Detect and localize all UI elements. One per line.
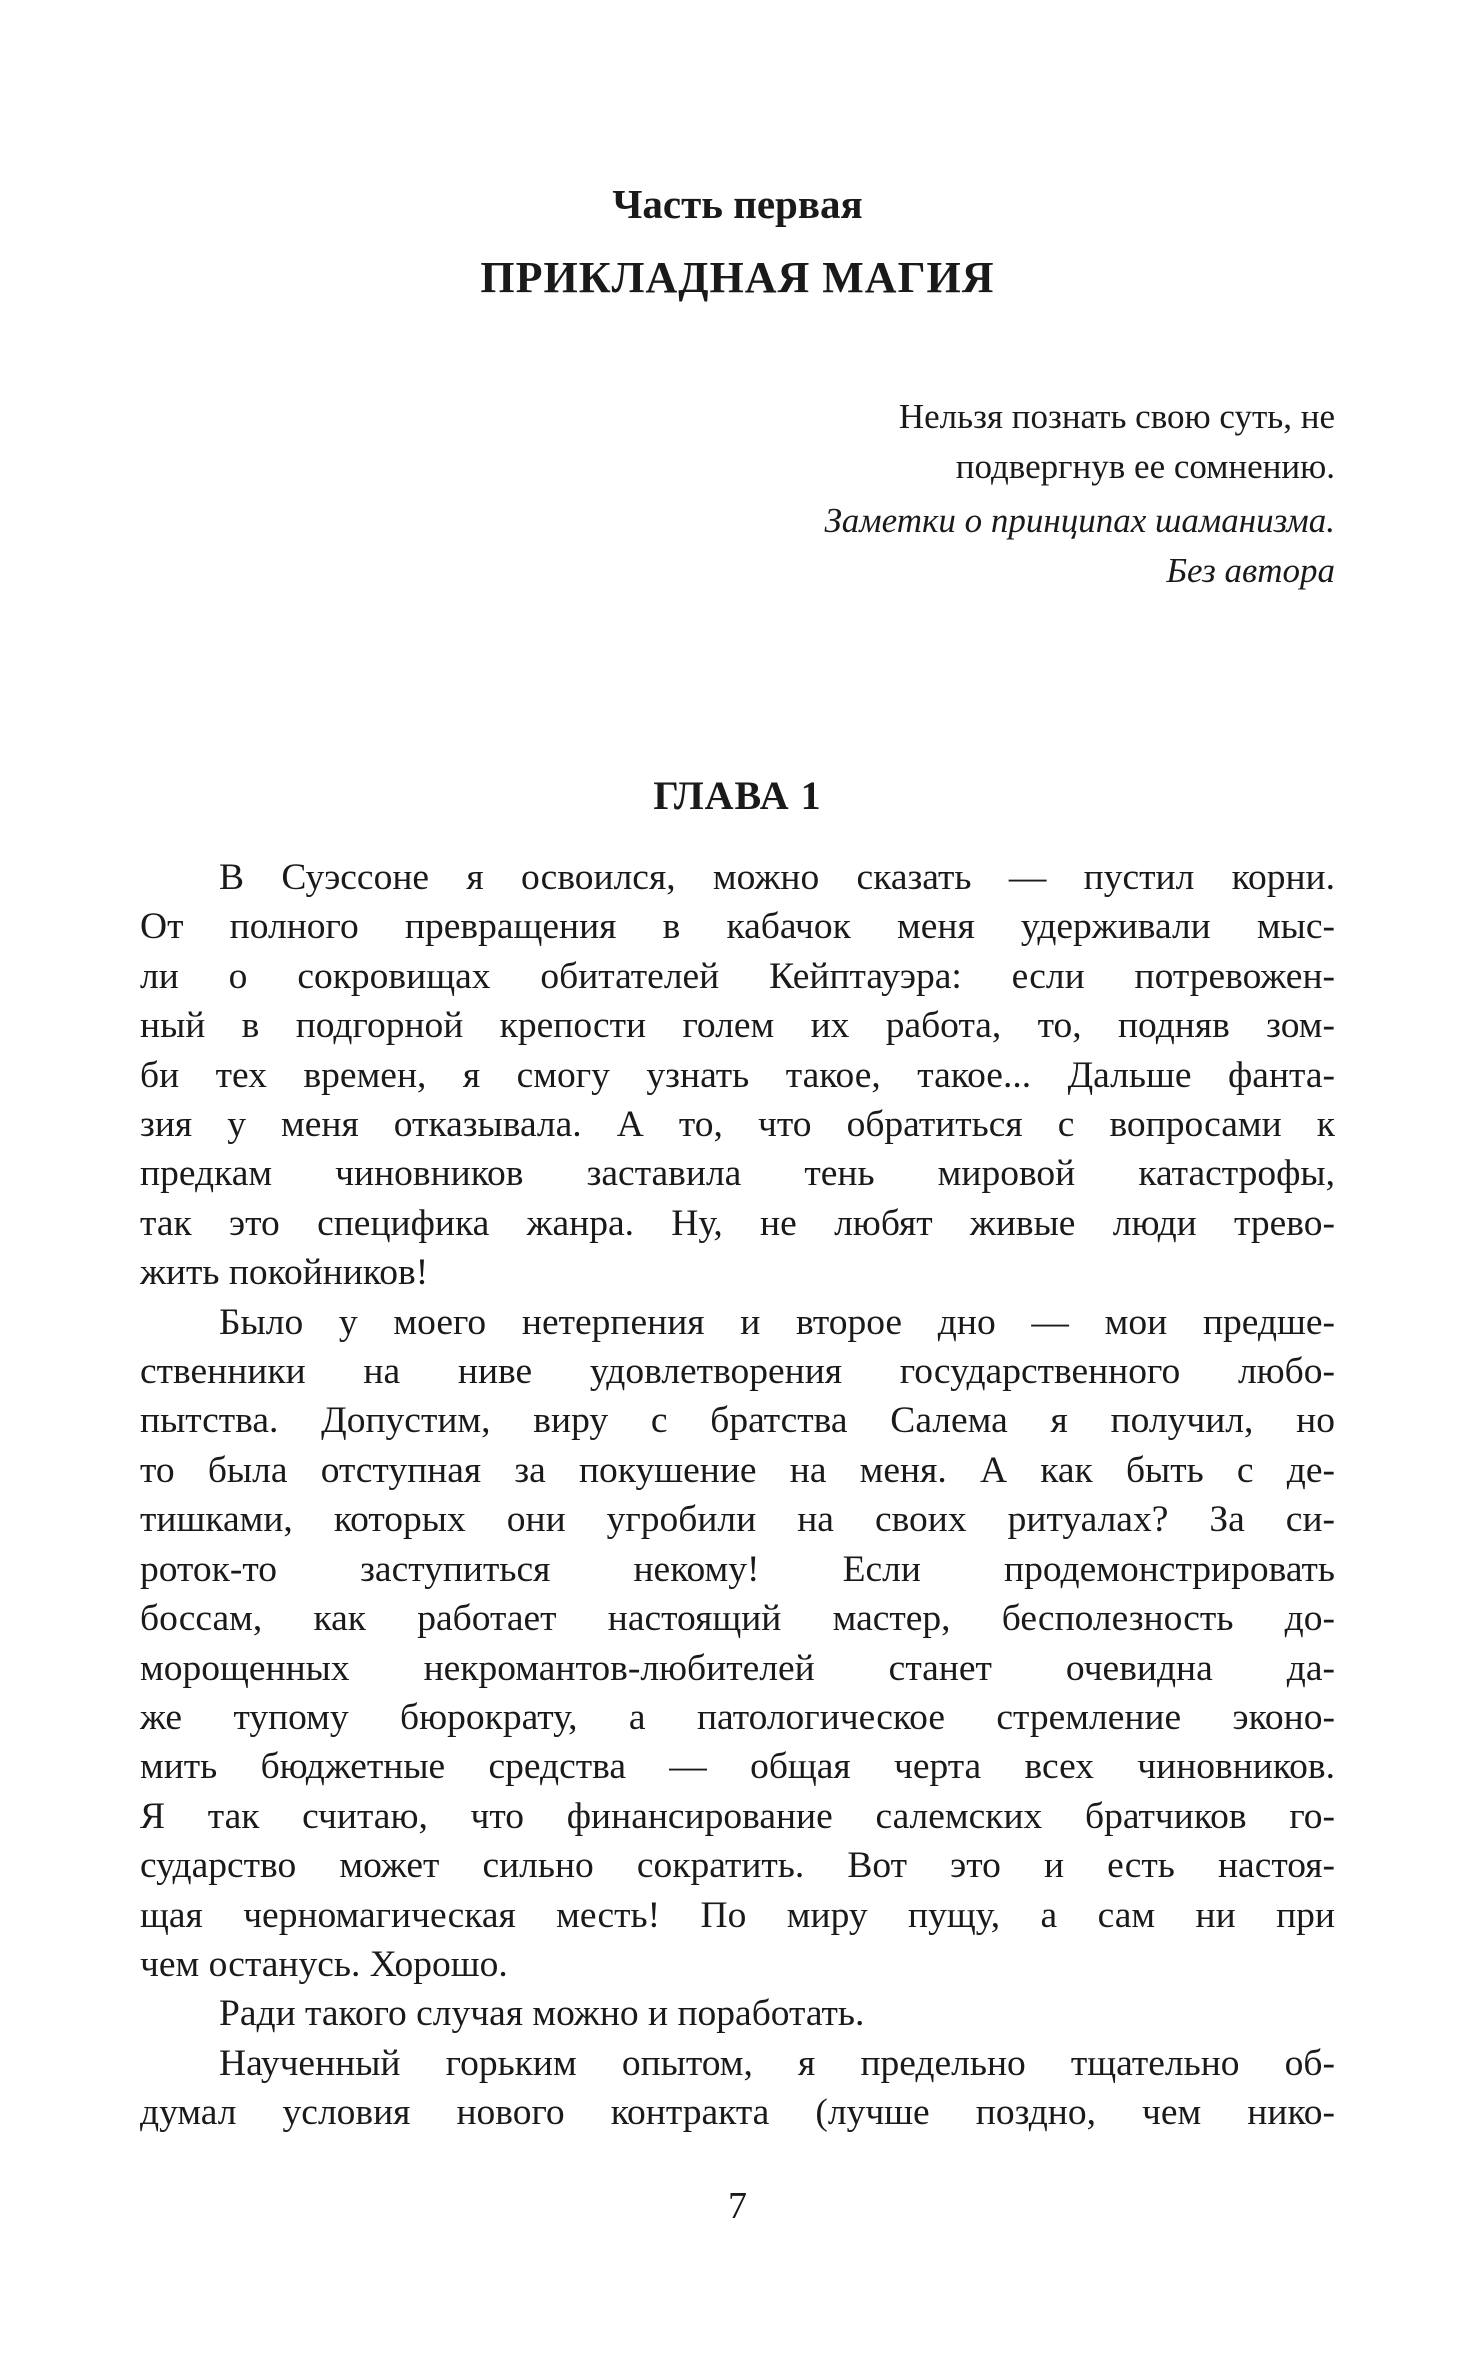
text-line: чем останусь. Хорошо. [140, 1943, 508, 1985]
epigraph-author: Без автора [1166, 551, 1335, 590]
text-line: думал условия нового контракта (лучше поздно, чем нико- [140, 2092, 1335, 2134]
text-line: щая черномагическая месть! По миру пущу, а сам ни при [140, 1894, 1335, 1936]
part-label: Часть первая [612, 181, 863, 227]
text-line: би тех времен, я смогу узнать такое, такое... Дальше фанта- [140, 1054, 1335, 1096]
text-line: морощенных некромантов-любителей станет очевидна да- [140, 1647, 1335, 1689]
text-line: Я так считаю, что финансирование салемских братчиков го- [140, 1795, 1335, 1837]
text-line: Ради такого случая можно и поработать. [219, 1993, 865, 2035]
epigraph-quote-line: подвергнув ее сомнению. [955, 447, 1335, 486]
page-number: 7 [728, 2185, 747, 2227]
text-line: От полного превращения в кабачок меня удерживали мыс- [140, 906, 1335, 948]
text-line: тишками, которых они угробили на своих ритуалах? За си- [140, 1499, 1335, 1541]
text-line: сударство может сильно сократить. Вот это и есть настоя- [140, 1845, 1335, 1887]
text-line: предкам чиновников заставила тень мировой катастрофы, [140, 1153, 1335, 1195]
text-line: боссам, как работает настоящий мастер, бесполезность до- [140, 1598, 1335, 1640]
text-line: то была отступная за покушение на меня. А как быть с де- [140, 1449, 1335, 1491]
text-line: зия у меня отказывала. А то, что обратиться с вопросами к [140, 1104, 1335, 1146]
text-line: роток-то заступиться некому! Если продемонстрировать [140, 1548, 1335, 1590]
body-text [140, 853, 1335, 2138]
text-line: ли о сокровищах обитателей Кейптауэра: если потревожен- [140, 955, 1335, 997]
epigraph-quote-line: Нельзя познать свою суть, не [898, 397, 1335, 436]
text-line: Было у моего нетерпения и второе дно — мои предше- [219, 1301, 1335, 1343]
text-line: же тупому бюрократу, а патологическое стремление эконо- [140, 1696, 1335, 1738]
epigraph-source: Заметки о принципах шаманизма. [824, 501, 1335, 540]
text-line: жить покойников! [140, 1252, 429, 1294]
text-line: В Суэссоне я освоился, можно сказать — пустил корни. [219, 857, 1335, 898]
part-title: ПРИКЛАДНАЯ МАГИЯ [480, 253, 995, 302]
text-line: ственники на ниве удовлетворения государственного любо- [140, 1351, 1335, 1393]
text-line: так это специфика жанра. Ну, не любят живые люди трево- [140, 1202, 1335, 1244]
text-line: Наученный горьким опытом, я предельно тщательно об- [219, 2042, 1335, 2084]
text-line: пытства. Допустим, виру с братства Салема я получил, но [140, 1400, 1335, 1442]
text-line: ный в подгорной крепости голем их работа, то, подняв зом- [140, 1005, 1335, 1047]
epigraph [695, 392, 1335, 596]
text-line: мить бюджетные средства — общая черта всех чиновников. [140, 1746, 1335, 1788]
chapter-title: ГЛАВА 1 [653, 773, 822, 818]
